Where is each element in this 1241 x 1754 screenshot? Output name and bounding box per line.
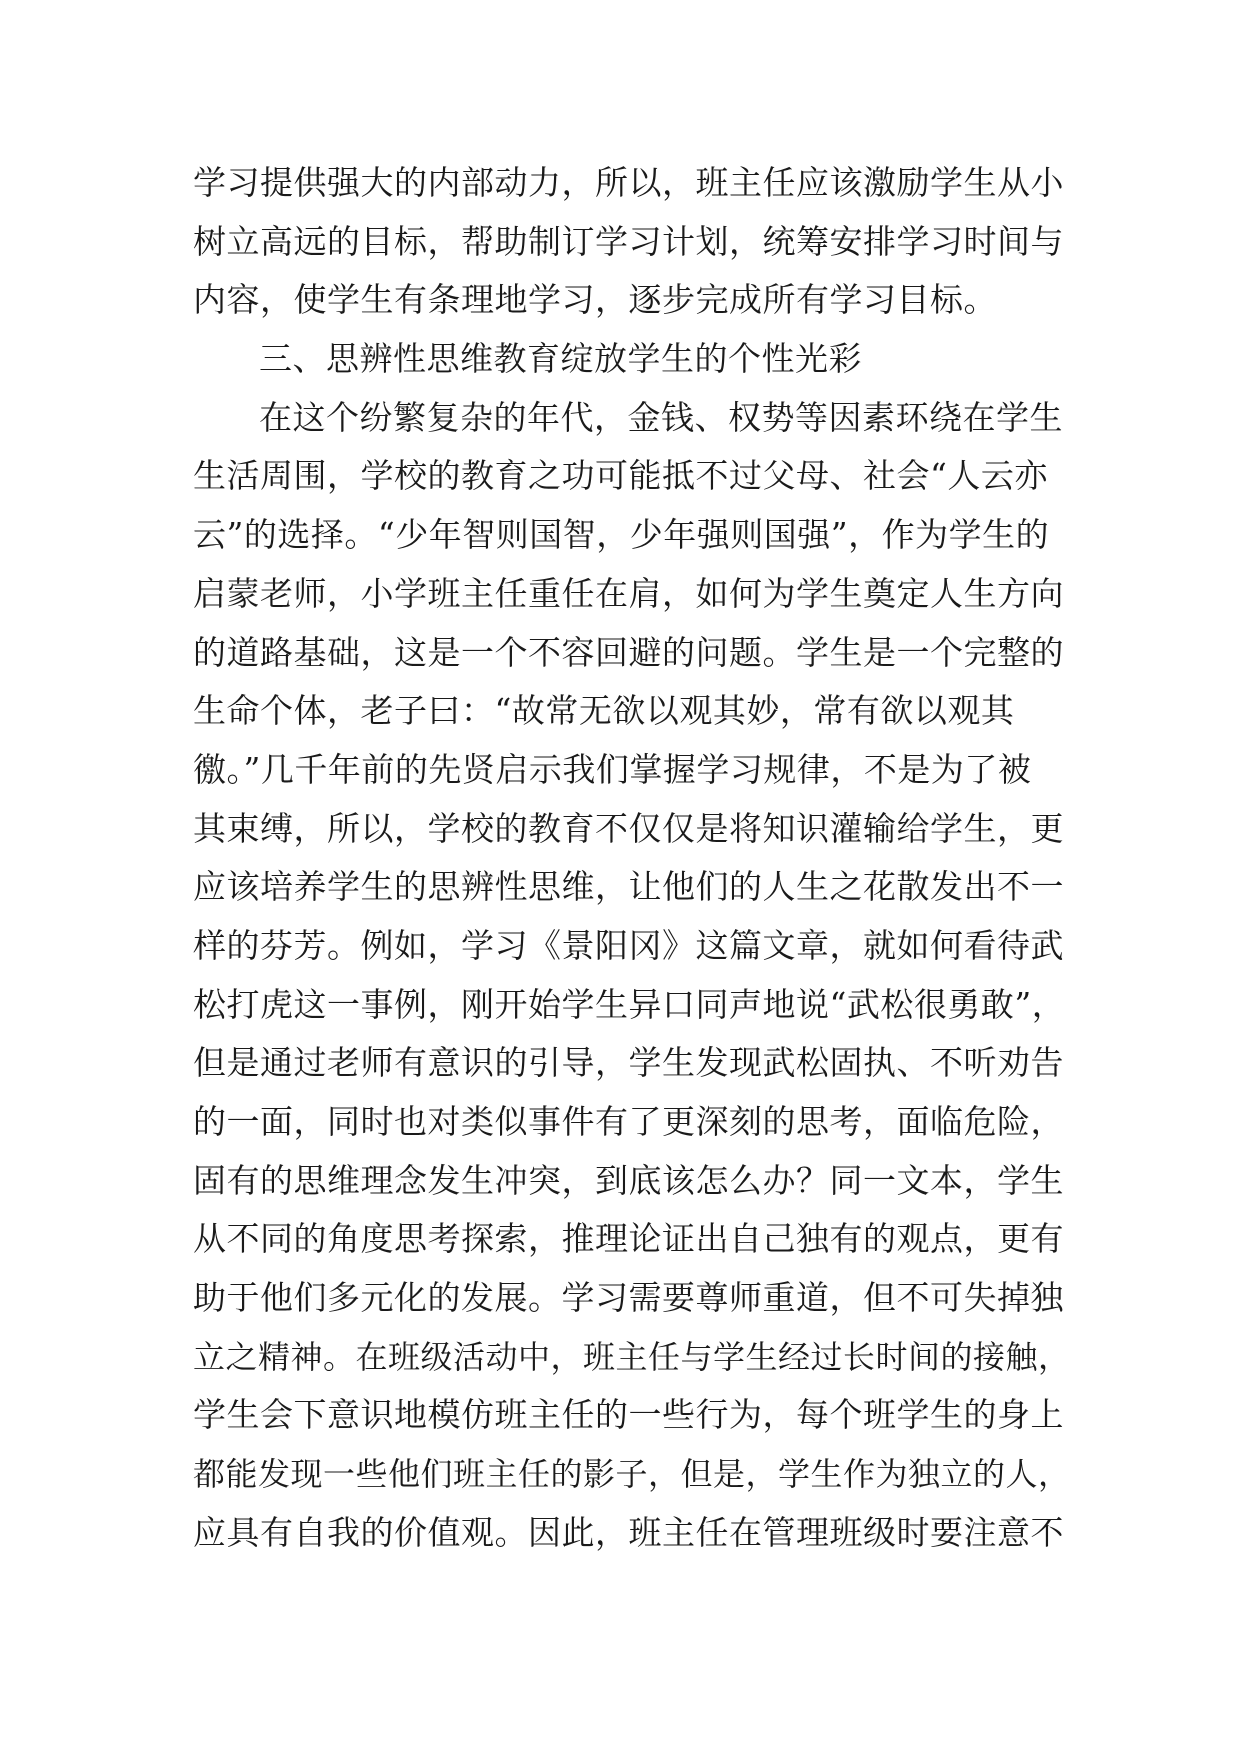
text-line: 学习提供强大的内部动力，所以，班主任应该激励学生从小 (193, 163, 1064, 202)
text-line: 生命个体，老子曰：“故常无欲以观其妙，常有欲以观其 (193, 691, 1015, 731)
text-line: 但是通过老师有意识的引导，学生发现武松固执、不听劝告 (193, 1043, 1064, 1083)
text-line: 内容，使学生有条理地学习，逐步完成所有学习目标。 (193, 280, 997, 320)
section-heading: 三、思辨性思维教育绽放学生的个性光彩 (259, 339, 862, 379)
body-text (193, 154, 1073, 1563)
text-line: 应具有自我的价值观。因此，班主任在管理班级时要注意不 (193, 1512, 1064, 1552)
text-line: 的一面，同时也对类似事件有了更深刻的思考，面临危险， (193, 1102, 1064, 1141)
text-line: 固有的思维理念发生冲突，到底该怎么办？同一文本，学生 (193, 1160, 1064, 1200)
text-line: 启蒙老师，小学班主任重任在肩，如何为学生奠定人生方向 (193, 573, 1064, 613)
text-line: 样的芬芳。例如，学习《景阳冈》这篇文章，就如何看待武 (193, 925, 1064, 965)
text-line: 助于他们多元化的发展。学习需要尊师重道，但不可失掉独 (193, 1278, 1064, 1318)
text-line: 都能发现一些他们班主任的影子，但是，学生作为独立的人， (193, 1455, 1071, 1494)
paragraph-first-line: 在这个纷繁复杂的年代，金钱、权势等因素环绕在学生 (259, 397, 1063, 437)
text-line: 松打虎这一事例，刚开始学生异口同声地说“武松很勇敢”， (193, 984, 1066, 1024)
text-line: 云”的选择。“少年智则国智，少年强则国强”，作为学生的 (193, 515, 1050, 555)
text-line: 学生会下意识地模仿班主任的一些行为，每个班学生的身上 (193, 1395, 1064, 1435)
text-line: 从不同的角度思考探索，推理论证出自己独有的观点，更有 (193, 1219, 1064, 1259)
text-line: 树立高远的目标，帮助制订学习计划，统筹安排学习时间与 (193, 221, 1064, 261)
text-line: 应该培养学生的思辨性思维，让他们的人生之花散发出不一 (193, 867, 1064, 907)
text-line: 的道路基础，这是一个不容回避的问题。学生是一个完整的 (193, 632, 1064, 672)
text-line: 生活周围，学校的教育之功可能抵不过父母、社会“人云亦 (193, 456, 1048, 496)
text-line: 徼。”几千年前的先贤启示我们掌握学习规律，不是为了被 (193, 749, 1032, 789)
text-line: 其束缚，所以，学校的教育不仅仅是将知识灌输给学生，更 (193, 808, 1064, 848)
text-line: 立之精神。在班级活动中，班主任与学生经过长时间的接触， (193, 1337, 1071, 1376)
